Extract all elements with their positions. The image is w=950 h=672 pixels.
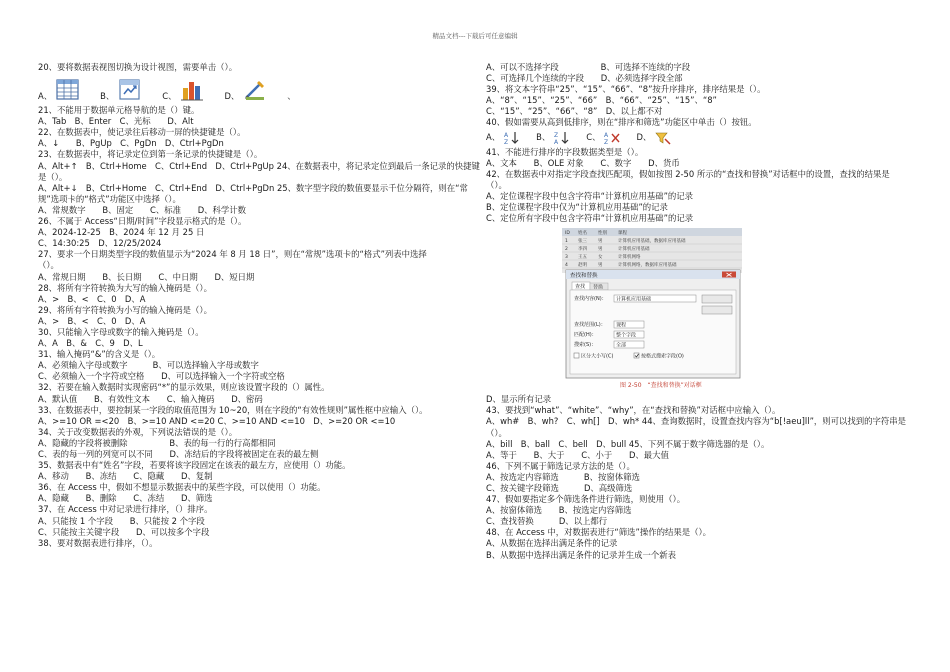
- page-header: 精品文档---下载后可任意编辑: [432, 32, 518, 40]
- right-c-line-6: 46、下列不属于筛选记录方法的是（）。: [486, 460, 635, 471]
- table-cell: 男: [598, 263, 603, 269]
- right-a-line-5: 40、假如需要从高到低排序，则在“排序和筛选”功能区中单击（）按钮。: [486, 117, 757, 128]
- right-c-line-11: C、查找替换 D、以上都行: [486, 516, 608, 527]
- left-line-4: 23、在数据表中，将记录定位到第一条记录的快捷键是（）。: [38, 149, 263, 160]
- right-question-list-a: [486, 62, 916, 129]
- match-value: 整个字段: [616, 332, 637, 339]
- pivot-chart-view-icon: [180, 78, 204, 102]
- search-label: 搜索(S)：: [574, 342, 597, 349]
- table-cell: 王五: [578, 255, 587, 261]
- q40-options: [486, 130, 916, 146]
- right-c-line-9: 47、假如要指定多个筛选条件进行筛选，则使用（）。: [486, 494, 686, 505]
- left-line-37: A、只能按 1 个字段 B、只能按 2 个字段: [38, 515, 205, 526]
- table-header-cell: 课程: [618, 231, 627, 237]
- left-line-29: 34、关于改变数据表的外观，下列说法错误的是（）。: [38, 426, 238, 437]
- table-cell: 计算机应用基础，数据库应用基础: [618, 239, 686, 245]
- pivot-table-view-icon: [118, 78, 142, 102]
- right-c-line-13: A、从数据在选择出满足条件的记录: [486, 538, 618, 549]
- q40-option-b: [536, 131, 570, 145]
- right-b-line-5: B、定位课程字段中仅为“计算机应用基础”的记录: [486, 202, 668, 213]
- left-line-33: A、移动 B、冻结 C、隐藏 D、复制: [38, 471, 213, 482]
- tab-replace: 替换: [593, 284, 604, 291]
- table-cell: 男: [598, 239, 603, 245]
- left-line-19: A、> B、< C、0 D、A: [38, 315, 146, 326]
- table-header-cell: ID: [565, 231, 570, 237]
- left-line-2: 22、在数据表中，使记录往后移动一屏的快捷键是（）。: [38, 127, 246, 138]
- right-c-line-1: 43、要找到“what”、“white”、“why”，在“查找和替换”对话框中应输入（）。: [486, 405, 781, 416]
- datasheet-view-icon: [56, 78, 80, 102]
- lookin-value: 课程: [616, 322, 627, 329]
- right-b-line-6: C、定位所有字段中包含字符串“计算机应用基础”的记录: [486, 213, 694, 224]
- right-c-line-8: C、按关键字段筛选 D、高级筛选: [486, 482, 633, 493]
- right-b-line-0: 41、不能进行排序的字段数据类型是（）。: [486, 146, 644, 157]
- left-line-31: C、表的每一列的列宽可以不同 D、冻结后的字段将被固定在表的最左侧: [38, 449, 319, 459]
- find-replace-figure: [562, 228, 742, 390]
- sort-ascending-icon: [504, 131, 520, 145]
- table-cell: 2: [565, 247, 568, 253]
- svg-text:A: A: [604, 131, 609, 139]
- q20-option-b: [100, 78, 142, 102]
- left-line-16: 28、将所有字符转换为大写的输入掩码是（）。: [38, 282, 212, 293]
- left-line-9: A、常规数字 B、固定 C、标准 D、科学计数: [38, 204, 247, 215]
- left-line-39: 38、要对数据表进行排序，（）。: [38, 537, 158, 548]
- option-label: C、: [162, 91, 177, 101]
- tab-find: 查找: [575, 284, 586, 291]
- table-cell: 李四: [578, 247, 587, 253]
- left-line-8: 规”选项卡的“格式”功能区中选择（）。: [38, 193, 181, 204]
- left-line-0: 21、不能用于数据单元格导航的是（）键。: [38, 105, 200, 116]
- right-c-line-7: A、按选定内容筛选 B、按窗体筛选: [486, 471, 640, 482]
- right-a-line-0: A、可以不选择字段 B、可选择不连续的字段: [486, 62, 691, 72]
- sort-descending-icon: [554, 131, 570, 145]
- left-line-13: 27、要求一个日期类型字段的数值显示为“2024 年 8 月 18 日”，则在“常规”选项卡的“格式”列表中选择: [38, 249, 427, 260]
- dialog-title: 查找和替换: [570, 273, 598, 280]
- q20-option-c: [162, 78, 204, 102]
- case-label: 区分大小写(C): [581, 353, 614, 360]
- right-c-line-12: 48、在 Access 中，对数据表进行“筛选”操作的结果是（）。: [486, 527, 712, 538]
- figure-caption: 图 2-50 “查找和替换”对话框: [620, 382, 702, 390]
- svg-text:Z: Z: [604, 138, 609, 145]
- right-c-line-3: （）。: [486, 427, 507, 438]
- advanced-filter-icon: [655, 131, 671, 145]
- table-cell: 计算机网络: [618, 255, 641, 261]
- table-cell: 4: [565, 263, 568, 269]
- left-line-10: 26、不属于 Access“日期/时间”字段显示格式的是（）。: [38, 216, 247, 227]
- left-line-1: A、Tab B、Enter C、光标 D、Alt: [38, 116, 194, 127]
- q20-separator: 、: [287, 91, 296, 101]
- left-line-15: A、常规日期 B、长日期 C、中日期 D、短日期: [38, 271, 255, 282]
- right-c-line-14: B、从数据中选择出满足条件的记录并生成一个新表: [486, 549, 676, 560]
- left-line-6: 是（）。: [38, 171, 68, 182]
- left-line-17: A、> B、< C、0 D、A: [38, 293, 146, 304]
- table-cell: 3: [565, 255, 568, 261]
- option-label: B、: [536, 132, 551, 143]
- svg-text:Z: Z: [504, 138, 509, 145]
- left-line-36: 37、在 Access 中对记录进行排序，（）排序。: [38, 504, 213, 515]
- left-line-20: 30、只能输入字母或数字的输入掩码是（）。: [38, 326, 204, 337]
- left-line-38: C、只能按主关键字段 D、可以按多个字段: [38, 526, 210, 537]
- table-cell: 计算机应用基础: [618, 247, 650, 253]
- left-line-7: A、Alt+↓ B、Ctrl+Home C、Ctrl+End D、Ctrl+PgDn 25、数字型字段的数值要显示千位分隔符，则在“常: [38, 182, 468, 193]
- right-c-line-10: A、按窗体筛选 B、按选定内容筛选: [486, 505, 632, 516]
- question-20: 20、要将数据表视图切换为设计视图，需要单击（）。: [38, 62, 238, 72]
- left-line-34: 36、在 Access 中，假如不想显示数据表中的某些字段，可以使用（）功能。: [38, 482, 326, 493]
- option-label: A、: [38, 91, 53, 101]
- find-value: 计算机应用基础: [616, 296, 652, 303]
- left-line-27: 33、在数据表中，要控制某一字段的取值范围为 10~20，则在字段的“有效性规则”属性框中应输入（）。: [38, 404, 428, 415]
- left-line-32: 35、数据表中有“姓名”字段，若要将该字段固定在该表的最左方，应使用（）功能。: [38, 460, 351, 471]
- table-cell: 赵明: [578, 263, 587, 269]
- option-label: D、: [636, 132, 652, 143]
- table-cell: 男: [598, 247, 603, 253]
- left-line-26: A、默认值 B、有效性文本 C、输入掩码 D、密码: [38, 393, 263, 404]
- right-a-line-3: A、“8”、“15”、“25”、“66” B、“66”、“25”、“15”、“8”: [486, 95, 717, 106]
- table-cell: 张三: [578, 239, 587, 245]
- table-cell: 女: [598, 255, 603, 261]
- clear-sort-icon: [604, 131, 620, 145]
- q20-option-d: [224, 78, 267, 102]
- find-label: 查找内容(N)：: [574, 296, 607, 303]
- find-replace-dialog-image: [562, 228, 742, 390]
- q40-option-d: [636, 131, 671, 145]
- search-value: 全部: [616, 342, 627, 349]
- svg-text:Z: Z: [554, 131, 559, 139]
- right-question-list-c: [486, 394, 916, 560]
- left-line-23: A、必须输入字母或数字 B、可以选择输入字母或数字: [38, 360, 259, 371]
- left-line-11: A、2024-12-25 B、2024 年 12 月 25 日: [38, 227, 205, 238]
- q40-option-c: [586, 131, 620, 145]
- q20-option-a: [38, 78, 80, 102]
- table-header-cell: 性别: [598, 231, 607, 237]
- left-line-18: 29、将所有字符转换为小写的输入掩码是（）。: [38, 304, 212, 315]
- right-column: [486, 62, 916, 561]
- left-line-3: A、↓ B、PgUp C、PgDn D、Ctrl+PgDn: [38, 138, 224, 149]
- svg-text:A: A: [554, 138, 559, 145]
- left-column: [38, 62, 480, 549]
- right-a-line-2: 39、将文本字符串“25”、“15”、“66”、“8”按升序排序，排序结果是（）。: [486, 84, 766, 95]
- right-b-line-3: （）。: [486, 179, 507, 190]
- option-label: A、: [486, 132, 501, 143]
- left-line-21: A、A B、& C、9 D、L: [38, 338, 143, 349]
- left-line-22: 31、输入掩码“&”的含义是（）。: [38, 349, 161, 360]
- lookin-label: 查找范围(L)：: [574, 322, 606, 329]
- right-c-line-4: A、bill B、ball C、bell D、bull 45、下列不属于数字筛选器的是（）。: [486, 438, 770, 449]
- left-line-28: A、>=10 OR =<20 B、>=10 AND <=20 C、>=10 AND <=10 D、>=20 OR <=10: [38, 415, 396, 426]
- left-line-5: A、Alt+↑ B、Ctrl+Home C、Ctrl+End D、Ctrl+PgUp 24、在数据表中，将记录定位到最后一条记录的快捷键: [38, 160, 480, 171]
- right-question-list-b: [486, 147, 916, 225]
- design-view-icon: [243, 78, 267, 102]
- table-cell: 1: [565, 239, 568, 245]
- match-label: 匹配(H)：: [574, 332, 597, 339]
- left-line-14: （）。: [38, 260, 59, 271]
- right-a-line-4: C、“15”、“25”、“66”、“8” D、以上都不对: [486, 106, 663, 117]
- right-b-line-2: 42、在数据表中对指定字段查找匹配项，假如按图 2-50 所示的“查找和替换”对话框中的设置，查找的结果是: [486, 168, 890, 179]
- left-line-12: C、14:30:25 D、12/25/2024: [38, 238, 162, 249]
- left-line-24: C、必须输入一个字符或空格 D、可以选择输入一个字符或空格: [38, 371, 285, 382]
- option-label: C、: [586, 132, 601, 143]
- format-label: 按格式搜索字段(O): [641, 353, 684, 360]
- right-a-line-1: C、可选择几个连续的字段 D、必须选择字段全部: [486, 73, 683, 84]
- left-line-35: A、隐藏 B、删除 C、冻结 D、筛选: [38, 493, 213, 504]
- right-c-line-0: D、显示所有记录: [486, 394, 552, 405]
- option-label: B、: [100, 91, 115, 101]
- left-line-30: A、隐藏的字段将被删除 B、表的每一行的行高都相同: [38, 437, 276, 448]
- right-c-line-5: A、等于 B、大于 C、小于 D、最大值: [486, 449, 669, 460]
- q40-option-a: [486, 131, 520, 145]
- q20-options: [38, 74, 468, 102]
- table-cell: 计算机网络，数据库应用基础: [618, 263, 677, 269]
- right-b-line-1: A、文本 B、OLE 对象 C、数字 D、货币: [486, 157, 680, 168]
- option-label: D、: [224, 91, 240, 101]
- table-header-cell: 姓名: [578, 231, 587, 237]
- right-b-line-4: A、定位课程字段中包含字符串“计算机应用基础”的记录: [486, 190, 694, 201]
- svg-text:A: A: [504, 131, 509, 139]
- right-c-line-2: A、wh# B、wh? C、wh[] D、wh* 44、查询数据时，设置查找内容为“b[!aeu]ll”，则可以找到的字符串是: [486, 416, 907, 427]
- left-question-list: [38, 105, 480, 549]
- left-line-25: 32、若要在输入数据时实现密码“*”的显示效果，则应该设置字段的（）属性。: [38, 382, 330, 393]
